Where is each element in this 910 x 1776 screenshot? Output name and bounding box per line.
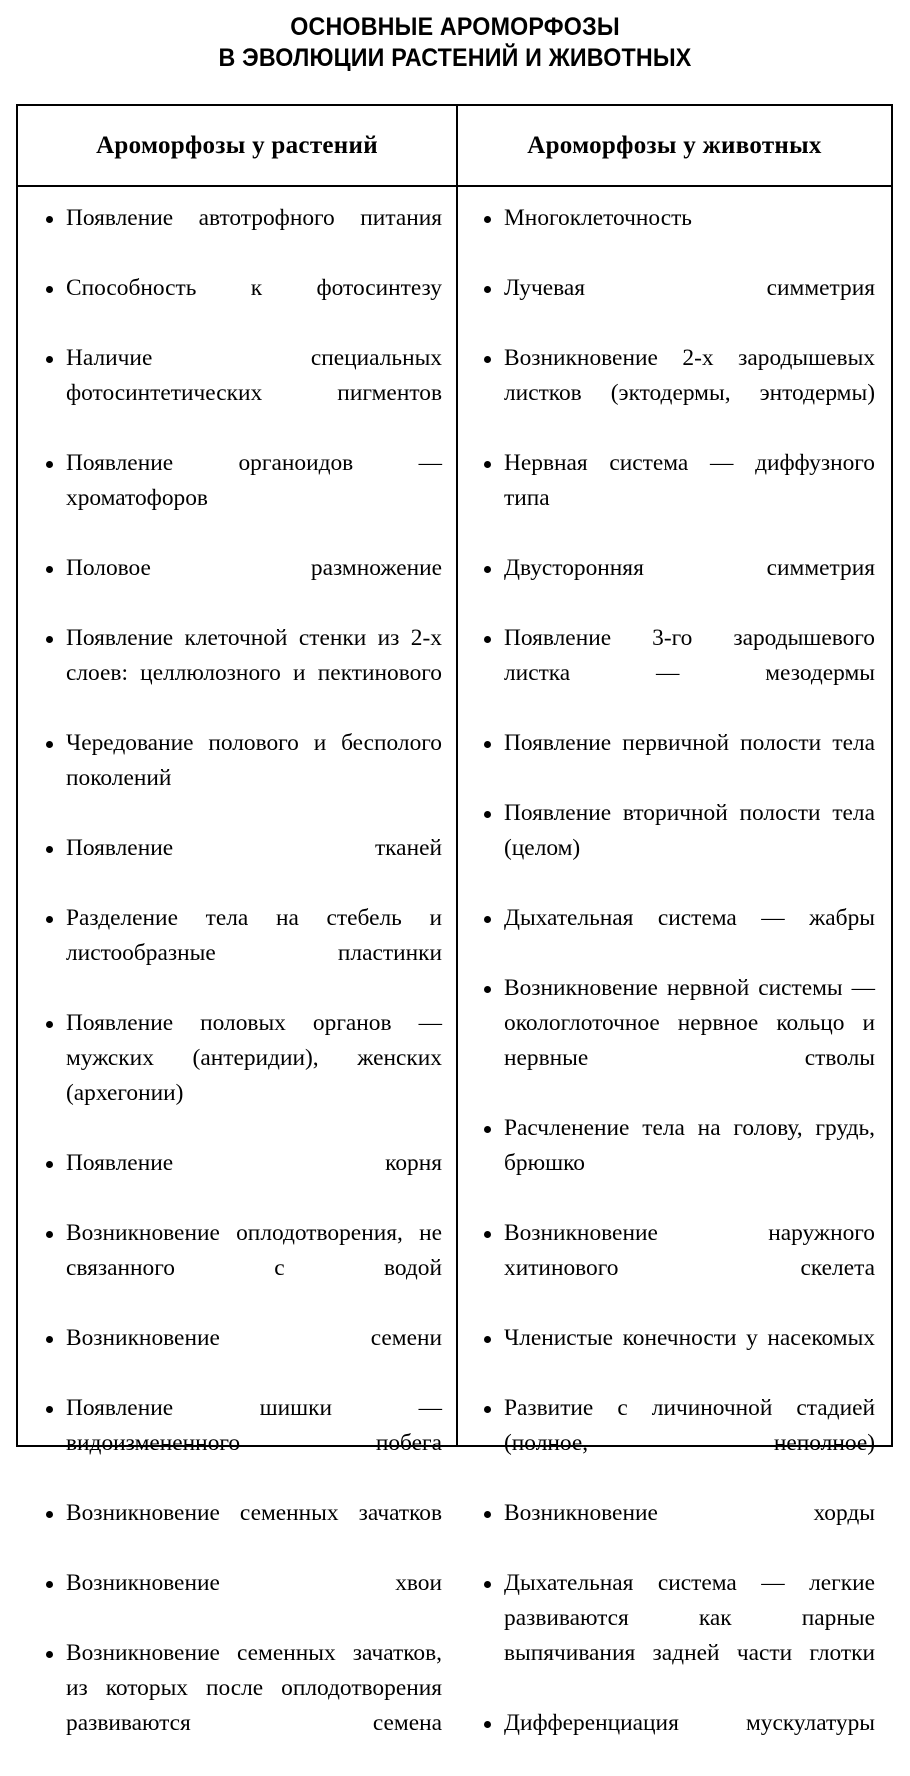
- animal-aromorphosis-item-label: Дыхательная система — жабры: [504, 905, 875, 931]
- animal-aromorphosis-item-label: Дифференциация мускулатуры: [504, 1710, 875, 1736]
- plant-aromorphosis-item-label: Способность к фотосинтезу: [66, 275, 442, 301]
- plant-aromorphosis-item-label: Возникновение семенных зачатков, из которых после оплодотворения развиваются семена: [66, 1640, 442, 1736]
- animal-aromorphosis-item: [482, 1321, 875, 1391]
- plant-aromorphosis-item: [44, 831, 442, 901]
- animal-aromorphosis-item-label: Дыхательная система — легкие развиваются как парные выпячивания задней части глотки: [504, 1570, 875, 1666]
- animal-aromorphosis-item: [482, 551, 875, 621]
- plant-aromorphosis-item: [44, 1146, 442, 1216]
- plants-aromorphoses-list: [18, 187, 456, 1776]
- table-header-cell-plants: [18, 106, 456, 185]
- animal-aromorphosis-item: [482, 201, 875, 271]
- animal-aromorphosis-item: [482, 901, 875, 971]
- plant-aromorphosis-item: [44, 1006, 442, 1146]
- animal-aromorphosis-item-label: Членистые конечности у насекомых: [504, 1325, 875, 1351]
- plant-aromorphosis-item: [44, 1566, 442, 1636]
- plant-aromorphosis-item-label: Появление клеточной стенки из 2-х слоев: целлюлозного и пектинового: [66, 625, 442, 686]
- plant-aromorphosis-item: [44, 1496, 442, 1566]
- animal-aromorphosis-item: [482, 341, 875, 446]
- animal-aromorphosis-item: [482, 796, 875, 901]
- animal-aromorphosis-item: [482, 1111, 875, 1216]
- plant-aromorphosis-item-label: Наличие специальных фотосинтетических пигментов: [66, 345, 442, 406]
- aromorphoses-table: [16, 104, 893, 1736]
- plant-aromorphosis-item: [44, 201, 442, 271]
- column-header-animals-label: Ароморфозы у животных: [527, 131, 822, 159]
- plant-aromorphosis-item: [44, 901, 442, 1006]
- plant-aromorphosis-item-label: Появление корня: [66, 1150, 442, 1176]
- plant-aromorphosis-item-label: Возникновение семени: [66, 1325, 442, 1351]
- plant-aromorphosis-item: [44, 1321, 442, 1391]
- animal-aromorphosis-item: [482, 726, 875, 796]
- animals-aromorphoses-list: [458, 187, 891, 1776]
- animal-aromorphosis-item: [482, 621, 875, 726]
- plant-aromorphosis-item-label: Половое размножение: [66, 555, 442, 581]
- animal-aromorphosis-item-label: Появление 3-го зародышевого листка — мезодермы: [504, 625, 875, 686]
- table-header-cell-animals: [456, 106, 891, 185]
- animal-aromorphosis-item-label: Появление вторичной полости тела (целом): [504, 800, 875, 861]
- animal-aromorphosis-item-label: Возникновение 2-х зародышевых листков (эктодермы, энтодермы): [504, 345, 875, 406]
- animal-aromorphosis-item-label: Нервная система — диффузного типа: [504, 450, 875, 511]
- page-title-line-2: В ЭВОЛЮЦИИ РАСТЕНИЙ И ЖИВОТНЫХ: [218, 44, 692, 72]
- animal-aromorphosis-item-label: Развитие с личиночной стадией (полное, неполное): [504, 1395, 875, 1456]
- plant-aromorphosis-item-label: Возникновение оплодотворения, не связанного с водой: [66, 1220, 442, 1281]
- animal-aromorphosis-item: [482, 446, 875, 551]
- table-body-cell-plants: [18, 187, 456, 1736]
- plant-aromorphosis-item: [44, 1391, 442, 1496]
- plant-aromorphosis-item-label: Появление тканей: [66, 835, 442, 861]
- animal-aromorphosis-item: [482, 1496, 875, 1566]
- plant-aromorphosis-item-label: Появление половых органов — мужских (антеридии), женских (архегонии): [66, 1010, 442, 1106]
- page-title: [32, 0, 878, 74]
- plant-aromorphosis-item: [44, 341, 442, 446]
- animal-aromorphosis-item-label: Расчленение тела на голову, грудь, брюшко: [504, 1115, 875, 1176]
- animal-aromorphosis-item-label: Многоклеточность: [504, 205, 692, 231]
- plant-aromorphosis-item-label: Появление автотрофного питания: [66, 205, 442, 231]
- animal-aromorphosis-item: [482, 1216, 875, 1321]
- plant-aromorphosis-item-label: Возникновение хвои: [66, 1570, 442, 1596]
- animal-aromorphosis-item: [482, 1566, 875, 1706]
- animal-aromorphosis-item-label: Двусторонняя симметрия: [504, 555, 875, 581]
- plant-aromorphosis-item: [44, 551, 442, 621]
- page-title-line-1: ОСНОВНЫЕ АРОМОРФОЗЫ: [290, 13, 620, 41]
- animal-aromorphosis-item: [482, 1706, 875, 1776]
- plant-aromorphosis-item: [44, 726, 442, 831]
- plant-aromorphosis-item-label: Чередование полового и бесполого поколений: [66, 730, 442, 791]
- plant-aromorphosis-item-label: Появление органоидов — хроматофоров: [66, 450, 442, 511]
- table-header-row: [18, 106, 891, 187]
- animal-aromorphosis-item-label: Появление первичной полости тела: [504, 730, 875, 756]
- plant-aromorphosis-item: [44, 446, 442, 551]
- plant-aromorphosis-item: [44, 1636, 442, 1776]
- plant-aromorphosis-item: [44, 1216, 442, 1321]
- table-body-row: [18, 187, 891, 1736]
- table-body-cell-animals: [456, 187, 891, 1736]
- animal-aromorphosis-item: [482, 1391, 875, 1496]
- plant-aromorphosis-item-label: Возникновение семенных зачатков: [66, 1500, 442, 1526]
- column-header-plants-label: Ароморфозы у растений: [96, 131, 378, 159]
- animal-aromorphosis-item: [482, 271, 875, 341]
- plant-aromorphosis-item: [44, 271, 442, 341]
- animal-aromorphosis-item-label: Лучевая симметрия: [504, 275, 875, 301]
- animal-aromorphosis-item-label: Возникновение нервной системы — окологлоточное нервное кольцо и нервные стволы: [504, 975, 875, 1071]
- plant-aromorphosis-item-label: Появление шишки — видоизмененного побега: [66, 1395, 442, 1456]
- animal-aromorphosis-item-label: Возникновение наружного хитинового скелета: [504, 1220, 875, 1281]
- plant-aromorphosis-item: [44, 621, 442, 726]
- animal-aromorphosis-item-label: Возникновение хорды: [504, 1500, 875, 1526]
- plant-aromorphosis-item-label: Разделение тела на стебель и листообразные пластинки: [66, 905, 442, 966]
- animal-aromorphosis-item: [482, 971, 875, 1111]
